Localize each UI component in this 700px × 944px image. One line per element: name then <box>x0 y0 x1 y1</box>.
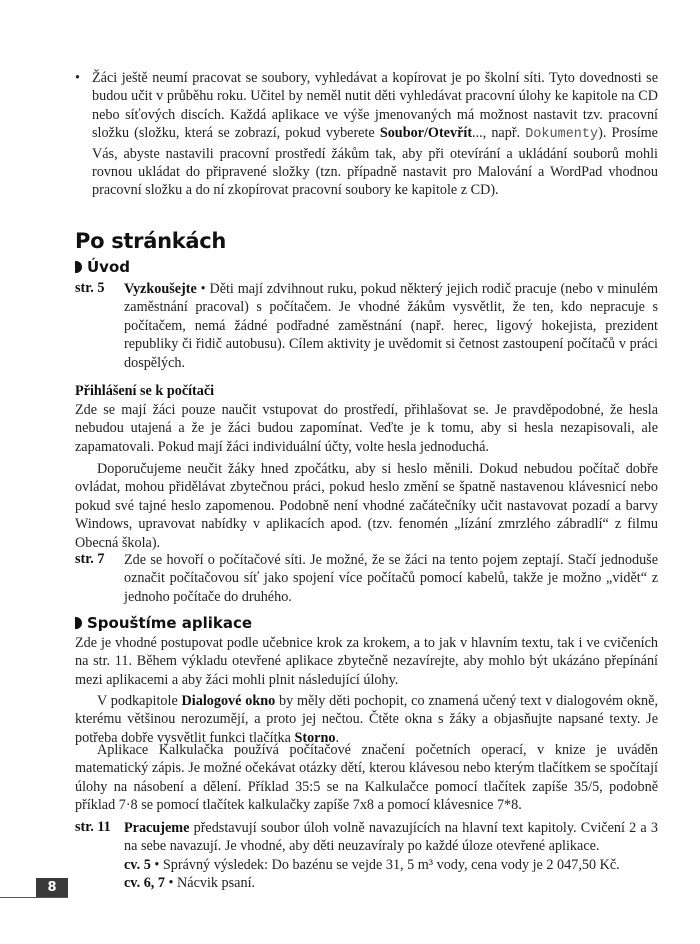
apps-paragraph-3: Aplikace Kalkulačka používá počítačové značení početních operací, v knize je uváděn matematický zápis. Je možné očekávat otázky dětí, kterou klávesou nebo kterým tlačítkem se spočítají úlohy na násobení a dělení. Příklad 35:5 se na Kalkulačce pomocí tlačítek zapíše 35/5, podobně příklad 7·8 se pomocí tlačítek kalkulačky zapíše 7x8 a pomocí klávesnice 7*8. <box>75 742 658 814</box>
text: • Správný výsledek: Do bazénu se vejde 31, 5 m³ vody, cena vody je 2 047,50 Kč. <box>150 856 620 873</box>
exercise-5 <box>124 856 658 874</box>
folder-name: Dokumenty <box>525 127 599 143</box>
text: představují soubor úloh volně navazujících na hlavní text kapitoly. Cvičení 2 a 3 na sebe navazují. Je vhodné, aby děti neuzavíraly po každé úloze otevřené aplikace. <box>124 820 658 855</box>
apps-paragraph-2 <box>75 692 658 747</box>
section-heading: Po stránkách <box>75 229 227 253</box>
apps-paragraph-1: Zde je vhodné postupovat podle učebnice krok za krokem, a to jak v hlavním textu, tak i ve cvičeních na str. 11. Během výkladu otevřené aplikace zbytečně nezavírejte, aby mohlo být ukázáno přepínání mezi aplikacemi a aby žáci mohli plnit následující úlohy. <box>75 635 658 688</box>
page-number: 8 <box>36 878 68 897</box>
str11-block <box>124 819 658 893</box>
subheading-text: Úvod <box>87 258 131 276</box>
text: • Děti mají zdvihnout ruku, pokud některý jejich rodič pracuje (nebo v minulém zaměstnání pracoval) s počítačem. Je vhodné žákům vysvětlit, že ten, kdo nepracuje s počítačem, nemá žádné podřadné zaměstnání (např. herec, ligový hokejista, prezident republiky či řidič autobusu). Cílem aktivity je uvědomit si četnost zastoupení počítačů v práci dospělých. <box>124 281 658 371</box>
button-name: Storno <box>294 729 336 746</box>
activity-name: Pracujeme <box>124 820 190 836</box>
text: • Nácvik psaní. <box>164 875 256 892</box>
exercise-6-7 <box>124 874 658 892</box>
subheading-uvod <box>75 258 130 276</box>
str11-paragraph <box>124 819 658 856</box>
bullet-icon: • <box>75 70 80 86</box>
activity-name: Vyzkoušejte <box>124 281 197 297</box>
login-paragraph-2: Doporučujeme neučit žáky hned zpočátku, aby si heslo měnili. Dokud nebudou počítač dobře ovládat, mohou přidělávat zbytečnou práci, pokud heslo změní se špatně nastavenou klávesnicí nebo pokud své tajné heslo zapomenou. Podobně není vhodné začátečníky učit nastavovat pozadí a barvy Windows, upravovat nabídky v aplikacích apod. (tzv. fenomén „lízání zmrzlého zábradlí“ z filmu Obecná škola). <box>75 461 658 551</box>
exercise-label: cv. 5 <box>124 856 151 873</box>
triangle-marker-icon <box>75 617 82 629</box>
exercise-label: cv. 6, 7 <box>124 875 165 892</box>
text: Žáci ještě neumí pracovat se soubory, vyhledávat a kopírovat je po školní síti. Tyto dovednosti se budou učit v průběhu roku. Učitel by neměl nutit děti vyhledávat pracovní úlohy ke kapitole na CD nebo síťových discích. Každá aplikace ve výše jmenovaných má možnost nastavit tzv. pracovní složku (složku, která se zobrazí, pokud vyberete <box>92 70 658 142</box>
page-number-rule <box>0 897 68 898</box>
login-heading: Přihlášení se k počítači <box>75 383 215 399</box>
menu-path: Soubor/Otevřít <box>379 125 473 142</box>
triangle-marker-icon <box>75 261 82 273</box>
page-ref-label: str. 11 <box>75 819 111 835</box>
text: V podkapitole <box>97 693 182 709</box>
term: Dialogové okno <box>181 693 276 709</box>
subheading-spoustime <box>75 614 252 632</box>
login-paragraph-1: Zde se mají žáci pouze naučit vstupovat do prostředí, přihlašovat se. Je pravděpodobné, že hesla nebudou utajená a že je žáci budou zapomínat. Veďte je k tomu, aby si hesla nezapisovali, ale zapamatovali. Pokud mají žáci individuální účty, volte hesla jednoduchá. <box>75 402 658 455</box>
text: by měly děti pochopit, co znamená učený text v dialogovém okně, kterému většinou nerozumějí, a proto jej nečtou. Čtěte okna s žáky a objasňujte napsané texty. Je potřeba dobře vysvětlit funkci tlačítka <box>75 693 658 746</box>
page-ref-label: str. 5 <box>75 280 105 296</box>
text: . <box>335 729 339 746</box>
str5-paragraph <box>124 280 658 372</box>
text: ). Prosíme Vás, abyste nastavili pracovní prostředí žákům tak, aby při otevírání a ukládání souborů mohli rovnou ukládat do připravené složky (tzn. případně nastavit pro Malování a WordPad vhodnou pracovní složku a do ní zkopírovat pracovní soubory ke kapitole z CD). <box>92 125 658 199</box>
page-ref-label: str. 7 <box>75 551 105 567</box>
text: ..., např. <box>472 125 526 142</box>
str7-paragraph: Zde se hovoří o počítačové síti. Je možné, že se žáci na tento pojem zeptají. Stačí jednoduše označit počítačovou síť jako spojení více počítačů pomocí kabelů, takže je možno „vidět“ z jednoho počítače do druhého. <box>124 552 658 605</box>
subheading-text: Spouštíme aplikace <box>87 614 253 632</box>
intro-bullet-paragraph <box>92 69 658 200</box>
